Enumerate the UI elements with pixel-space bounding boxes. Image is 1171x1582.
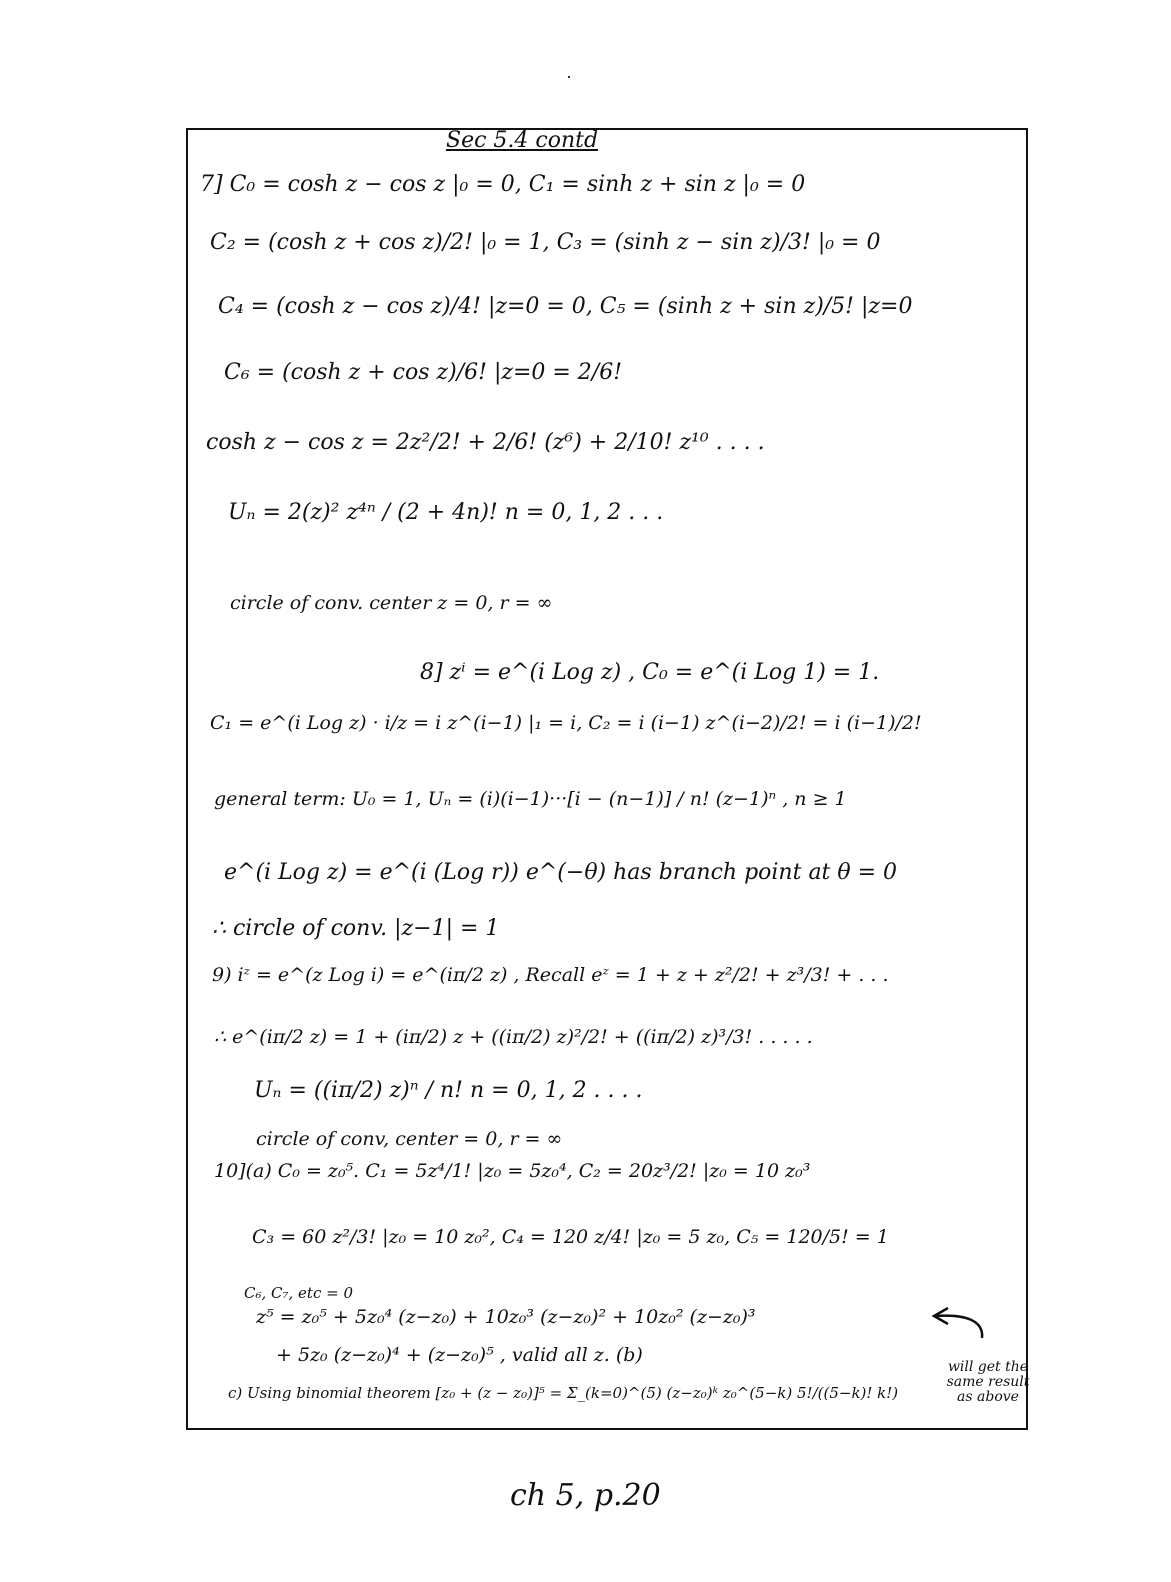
text-line: 7] C₀ = cosh z − cos z |₀ = 0, C₁ = sinh z + sin z |₀ = 0 xyxy=(200,172,806,197)
text-line: C₁ = e^(i Log z) · i/z = i z^(i−1) |₁ = i, C₂ = i (i−1) z^(i−2)/2! = i (i−1)/2! xyxy=(210,712,922,734)
text-line: C₄ = (cosh z − cos z)/4! |z=0 = 0, C₅ = (sinh z + sin z)/5! |z=0 xyxy=(218,294,913,319)
text-line: circle of conv. center z = 0, r = ∞ xyxy=(230,592,553,614)
text-line: 10](a) C₀ = z₀⁵. C₁ = 5z⁴/1! |z₀ = 5z₀⁴, C₂ = 20z³/2! |z₀ = 10 z₀³ xyxy=(214,1160,811,1182)
text-line: cosh z − cos z = 2z²/2! + 2/6! (z⁶) + 2/10! z¹⁰ . . . . xyxy=(206,430,765,455)
text-line: general term: U₀ = 1, Uₙ = (i)(i−1)···[i − (n−1)] / n! (z−1)ⁿ , n ≥ 1 xyxy=(214,788,847,810)
text-line: + 5z₀ (z−z₀)⁴ + (z−z₀)⁵ , valid all z. (b) xyxy=(276,1344,643,1366)
text-line: 9) iᶻ = e^(z Log i) = e^(iπ/2 z) , Recall eᶻ = 1 + z + z²/2! + z³/3! + . . . xyxy=(212,964,889,986)
page-heading: Sec 5.4 contd xyxy=(446,128,599,153)
text-line: z⁵ = z₀⁵ + 5z₀⁴ (z−z₀) + 10z₀³ (z−z₀)² + 10z₀² (z−z₀)³ xyxy=(256,1306,756,1328)
page-footer: ch 5, p.20 xyxy=(510,1478,661,1513)
text-line: C₆, C₇, etc = 0 xyxy=(244,1284,354,1302)
scan-speck xyxy=(568,76,570,78)
text-line: C₆ = (cosh z + cos z)/6! |z=0 = 2/6! xyxy=(224,360,623,385)
text-line: 8] zⁱ = e^(i Log z) , C₀ = e^(i Log 1) = 1. xyxy=(420,660,880,685)
text-line: c) Using binomial theorem [z₀ + (z − z₀)]⁵ = Σ_(k=0)^(5) (z−z₀)ᵏ z₀^(5−k) 5!/((5−k)! k!) xyxy=(228,1384,899,1402)
text-line: Uₙ = ((iπ/2) z)ⁿ / n! n = 0, 1, 2 . . . . xyxy=(254,1078,643,1103)
text-line: Uₙ = 2(z)² z⁴ⁿ / (2 + 4n)! n = 0, 1, 2 . . . xyxy=(228,500,664,525)
text-line: circle of conv, center = 0, r = ∞ xyxy=(256,1128,563,1150)
text-line: ∴ e^(iπ/2 z) = 1 + (iπ/2) z + ((iπ/2) z)²/2! + ((iπ/2) z)³/3! . . . . . xyxy=(214,1026,813,1048)
text-line: e^(i Log z) = e^(i (Log r)) e^(−θ) has branch point at θ = 0 xyxy=(224,860,898,885)
text-line: ∴ circle of conv. |z−1| = 1 xyxy=(212,916,500,941)
curved-arrow-icon xyxy=(930,1306,990,1346)
text-line: C₃ = 60 z²/3! |z₀ = 10 z₀², C₄ = 120 z/4! |z₀ = 5 z₀, C₅ = 120/5! = 1 xyxy=(252,1226,889,1248)
text-line: C₂ = (cosh z + cos z)/2! |₀ = 1, C₃ = (sinh z − sin z)/3! |₀ = 0 xyxy=(210,230,881,255)
side-note: will get the same result as above xyxy=(946,1359,1030,1405)
